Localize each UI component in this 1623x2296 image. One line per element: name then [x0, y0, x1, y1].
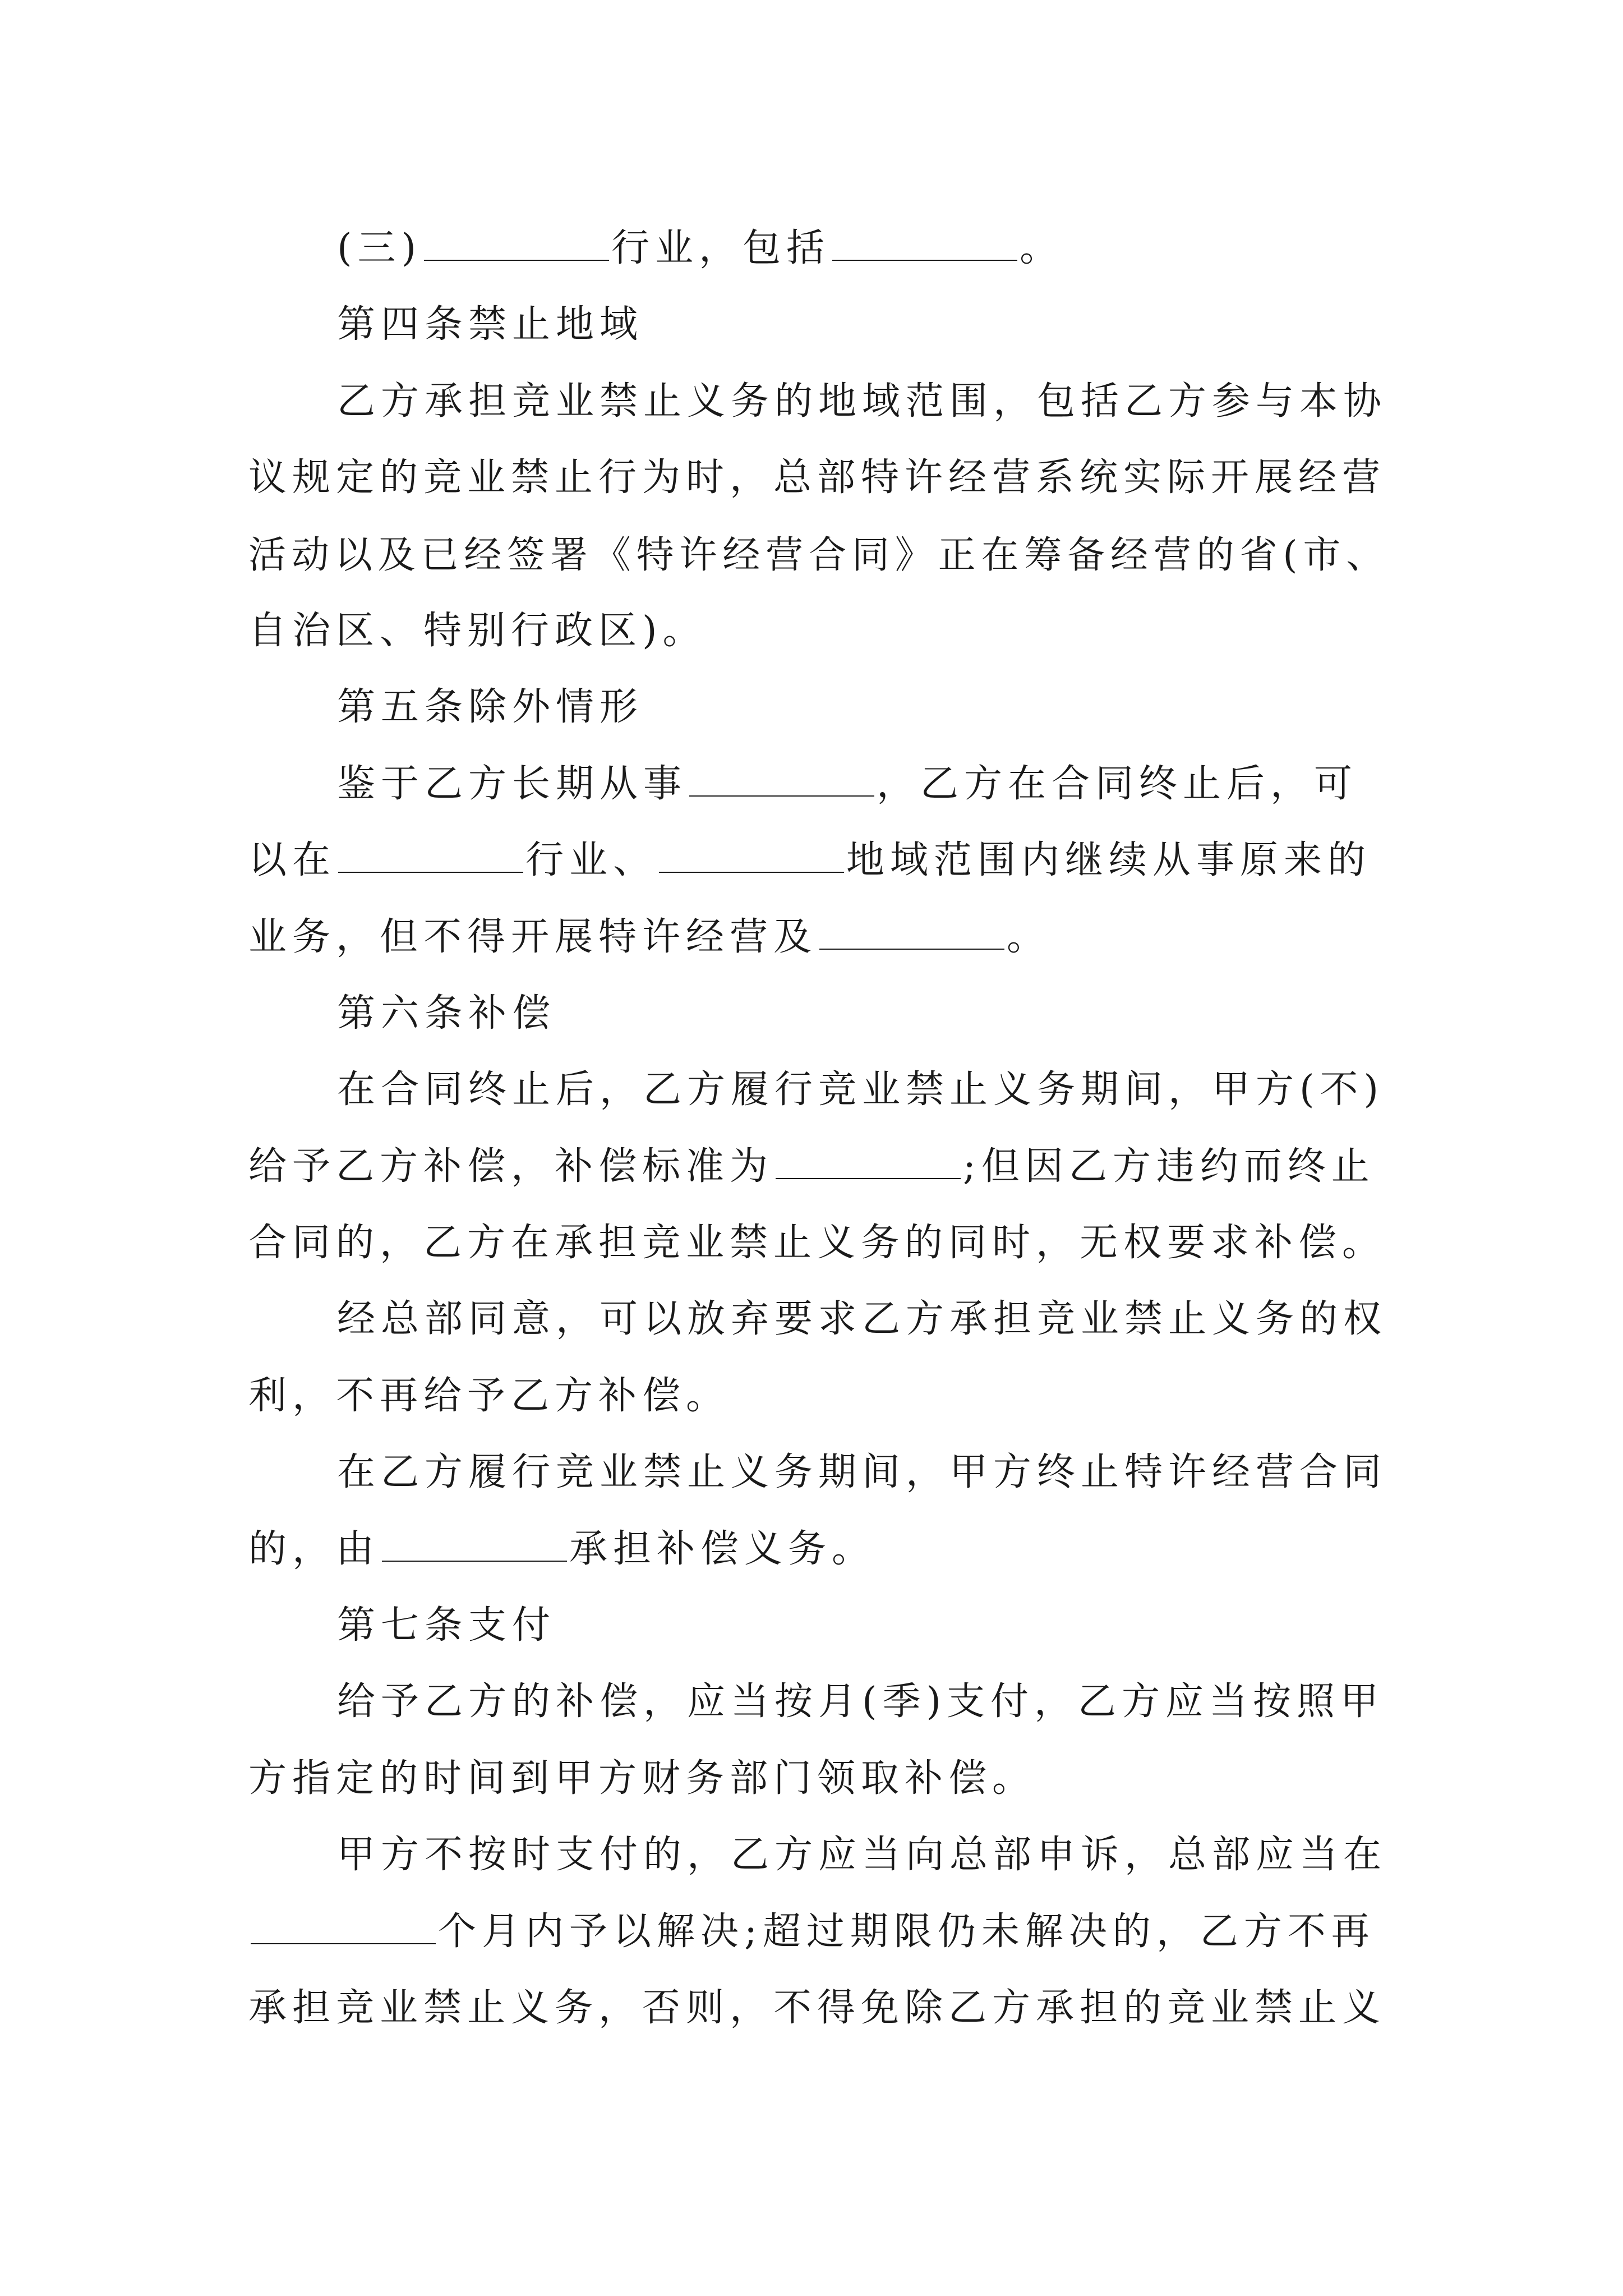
paragraph-line: 承担竞业禁止义务，否则，不得免除乙方承担的竞业禁止义: [248, 1985, 1386, 2030]
heading-article-5: 第五条除外情形: [337, 685, 644, 730]
paragraph-line: 合同的，乙方在承担竞业禁止义务的同时，无权要求补偿。: [248, 1221, 1386, 1266]
text-segment: 行业，包括: [611, 226, 831, 270]
paragraph-line: 活动以及已经签署《特许经营合同》正在筹备经营的省(市、: [248, 532, 1390, 577]
text-segment: 鉴于乙方长期从事: [337, 761, 688, 806]
document-body: [248, 210, 1395, 2046]
blank-field: [659, 838, 844, 873]
text-segment: 以在: [248, 838, 336, 883]
paragraph-line: 自治区、特别行政区)。: [248, 608, 707, 653]
paragraph-line: [248, 746, 1395, 822]
blank-field: [776, 1144, 961, 1179]
blank-field: [832, 226, 1017, 261]
paragraph-line: 利，不再给予乙方补偿。: [248, 1373, 730, 1418]
paragraph-line: [248, 822, 1395, 899]
paragraph-line: [248, 899, 1395, 976]
text-segment: 给予乙方补偿，补偿标准为: [248, 1144, 774, 1189]
text-segment: (三): [337, 226, 422, 270]
blank-field: [819, 915, 1004, 950]
clause-3-3-line: [248, 210, 1395, 287]
text-segment: 个月内予以解决;超过期限仍未解决的，乙方不再: [438, 1909, 1375, 1954]
paragraph-line: 乙方承担竞业禁止义务的地域范围，包括乙方参与本协: [337, 379, 1387, 424]
paragraph-line: 议规定的竞业禁止行为时，总部特许经营系统实际开展经营: [248, 455, 1386, 500]
heading-article-7: 第七条支付: [337, 1603, 556, 1648]
text-segment: 业务，但不得开展特许经营及: [248, 914, 818, 959]
blank-field: [424, 226, 609, 261]
paragraph-line: [248, 1511, 1395, 1588]
blank-field: [338, 838, 523, 873]
heading-article-6: 第六条补偿: [337, 991, 556, 1036]
blank-field: [382, 1527, 567, 1562]
heading-article-4: 第四条禁止地域: [337, 302, 644, 347]
paragraph-line: 给予乙方的补偿，应当按月(季)支付，乙方应当按照甲: [337, 1680, 1385, 1724]
blank-field: [251, 1910, 436, 1944]
paragraph-line: 经总部同意，可以放弃要求乙方承担竞业禁止义务的权: [337, 1297, 1387, 1342]
text-segment: 地域范围内继续从事原来的: [846, 838, 1372, 883]
blank-field: [689, 762, 874, 797]
paragraph-line: 在乙方履行竞业禁止义务期间，甲方终止特许经营合同: [337, 1450, 1387, 1495]
paragraph-line: [248, 1894, 1395, 1970]
text-segment: 行业、: [525, 838, 657, 883]
text-segment: ;但因乙方违约而终止: [963, 1144, 1375, 1189]
paragraph-line: 在合同终止后，乙方履行竞业禁止义务期间，甲方(不): [337, 1068, 1385, 1112]
paragraph-line: 方指定的时间到甲方财务部门领取补偿。: [248, 1756, 1036, 1801]
text-segment: 的，由: [248, 1526, 380, 1571]
text-segment: 。: [1020, 226, 1064, 270]
text-segment: ，乙方在合同终止后，可: [877, 761, 1358, 806]
paragraph-line: [248, 1129, 1395, 1205]
text-segment: 。: [1007, 914, 1051, 959]
text-segment: 承担补偿义务。: [569, 1526, 876, 1571]
paragraph-line: 甲方不按时支付的，乙方应当向总部申诉，总部应当在: [337, 1833, 1387, 1878]
